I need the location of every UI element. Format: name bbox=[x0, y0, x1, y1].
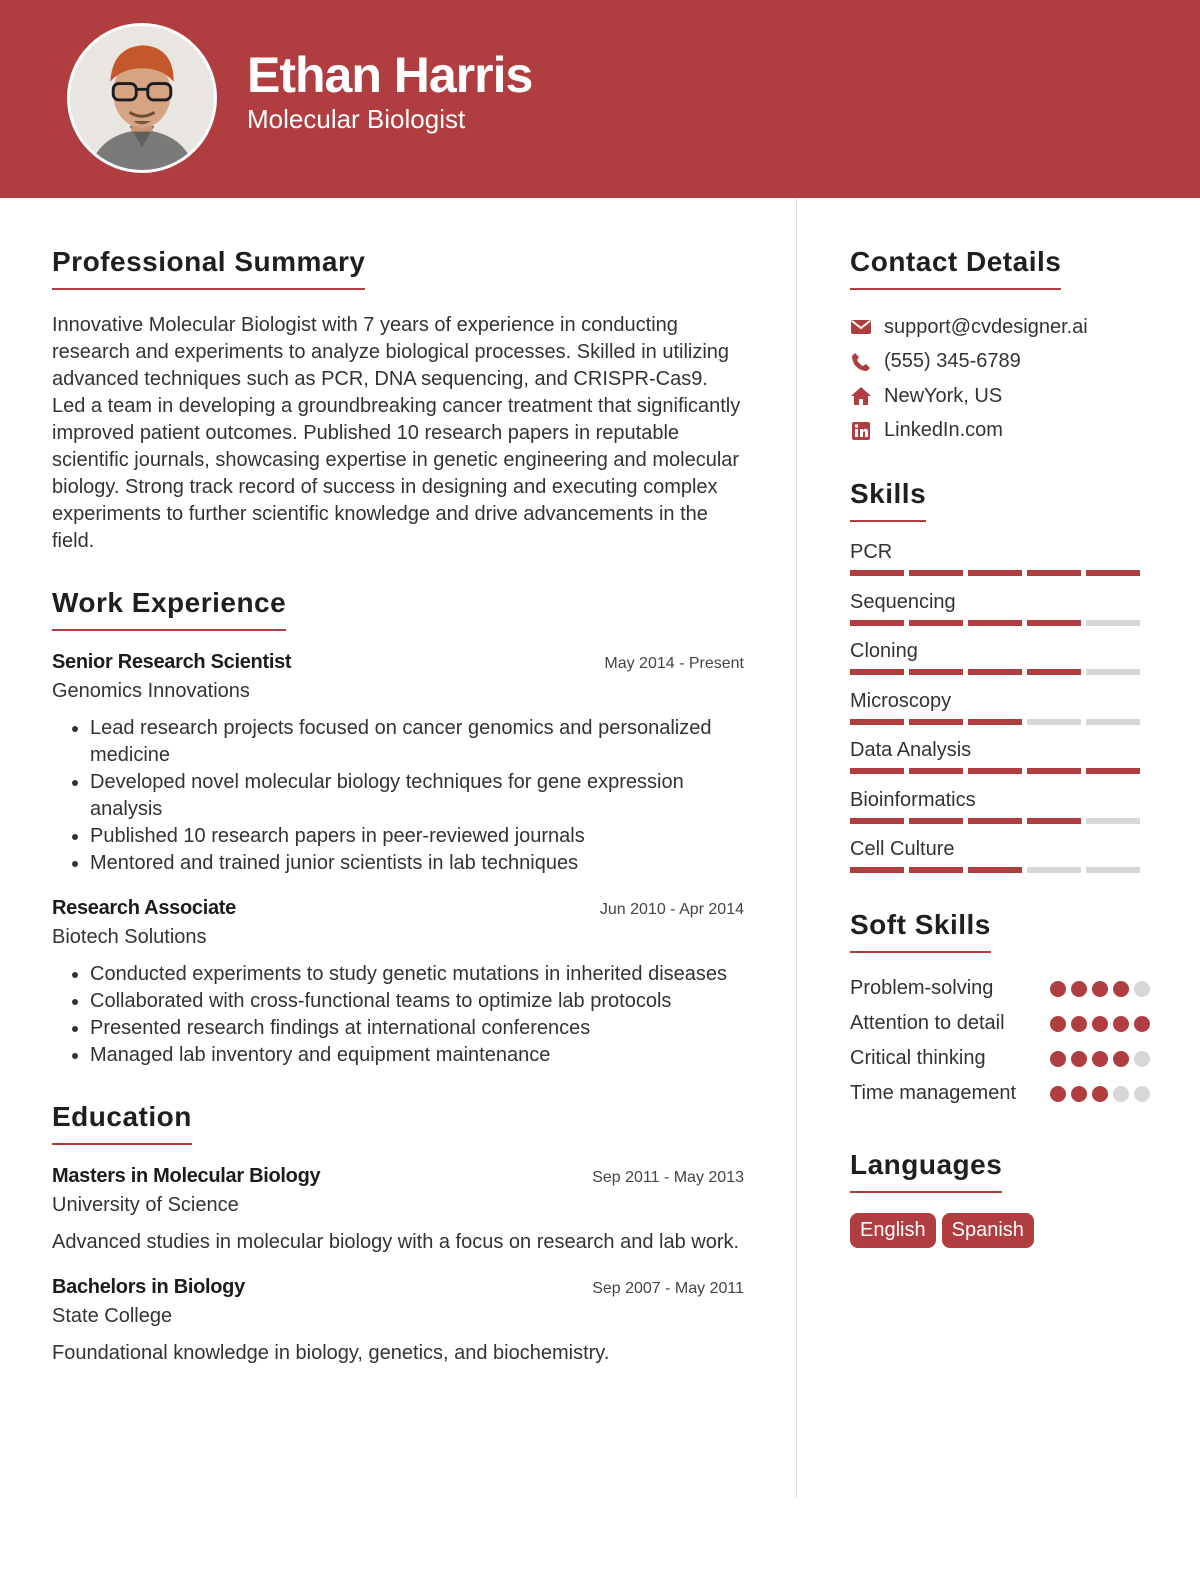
rating-dot bbox=[1092, 1086, 1108, 1102]
soft-skill-rating bbox=[1050, 1086, 1150, 1102]
rating-dot bbox=[1050, 1051, 1066, 1067]
soft-skill-rating bbox=[1050, 981, 1150, 997]
job-bullets bbox=[52, 715, 744, 877]
rating-dot bbox=[1113, 981, 1129, 997]
skill-item bbox=[850, 738, 1150, 788]
soft-skill-item bbox=[850, 975, 1150, 1002]
skill-item bbox=[850, 590, 1150, 640]
list-item: • Presented research findings at international conferences bbox=[90, 1015, 744, 1042]
experience-section bbox=[52, 587, 744, 1069]
school-name: University of Science bbox=[52, 1194, 239, 1216]
skill-level-segment bbox=[909, 570, 963, 576]
skill-name: Cell Culture bbox=[850, 838, 955, 860]
rating-dot bbox=[1113, 1086, 1129, 1102]
skill-level-segment bbox=[1027, 620, 1081, 626]
profile-photo-icon bbox=[70, 26, 214, 170]
contact-linkedin-text: LinkedIn.com bbox=[884, 419, 1003, 442]
soft-skill-name: Attention to detail bbox=[850, 1011, 1005, 1034]
home-icon bbox=[850, 385, 872, 407]
language-tag: Spanish bbox=[942, 1213, 1034, 1248]
skill-level-segment bbox=[1027, 867, 1081, 873]
skill-level-segment bbox=[968, 719, 1022, 725]
job-title: Research Associate bbox=[52, 897, 236, 919]
language-tags bbox=[850, 1213, 1150, 1248]
skill-name: Bioinformatics bbox=[850, 788, 976, 811]
skill-name: Cloning bbox=[850, 640, 918, 662]
skill-level-segment bbox=[850, 570, 904, 576]
rating-dot bbox=[1050, 1016, 1066, 1032]
skill-level-segment bbox=[968, 570, 1022, 576]
candidate-name: Ethan Harris bbox=[247, 47, 533, 103]
section-title: Contact Details bbox=[850, 246, 1061, 290]
skill-level-segment bbox=[850, 768, 904, 774]
skill-level-segment bbox=[909, 867, 963, 873]
skill-level-bar bbox=[850, 570, 1150, 576]
skill-level-bar bbox=[850, 867, 1150, 873]
rating-dot bbox=[1050, 1086, 1066, 1102]
skill-item bbox=[850, 837, 1150, 887]
education-entry bbox=[52, 1276, 744, 1367]
list-item: • Managed lab inventory and equipment maintenance bbox=[90, 1042, 744, 1069]
skill-level-segment bbox=[1027, 719, 1081, 725]
header-banner bbox=[0, 0, 1200, 198]
job-entry bbox=[52, 897, 744, 1069]
job-company: Biotech Solutions bbox=[52, 926, 207, 948]
education-description: Foundational knowledge in biology, genetics, and biochemistry. bbox=[52, 1342, 610, 1364]
job-company: Genomics Innovations bbox=[52, 680, 250, 702]
education-dates: Sep 2011 - May 2013 bbox=[592, 1169, 744, 1186]
list-item: • Conducted experiments to study genetic mutations in inherited diseases bbox=[90, 961, 744, 988]
job-dates: May 2014 - Present bbox=[604, 655, 744, 672]
soft-skill-item bbox=[850, 1080, 1150, 1107]
skill-level-bar bbox=[850, 669, 1150, 675]
skill-level-segment bbox=[1086, 768, 1140, 774]
soft-skill-name: Problem-solving bbox=[850, 976, 994, 999]
rating-dot bbox=[1071, 1016, 1087, 1032]
skill-level-segment bbox=[1086, 719, 1140, 725]
contact-section bbox=[850, 246, 1150, 448]
degree-title: Bachelors in Biology bbox=[52, 1276, 245, 1298]
summary-section bbox=[52, 246, 744, 555]
skill-item bbox=[850, 540, 1150, 590]
skill-level-bar bbox=[850, 719, 1150, 725]
education-entry bbox=[52, 1165, 744, 1256]
rating-dot bbox=[1113, 1016, 1129, 1032]
skill-name: PCR bbox=[850, 541, 893, 563]
soft-skill-rating bbox=[1050, 1051, 1150, 1067]
list-item: • Lead research projects focused on cancer genomics and personalized medicine bbox=[90, 715, 744, 769]
skill-name: Data Analysis bbox=[850, 739, 972, 761]
rating-dot bbox=[1134, 1086, 1150, 1102]
rating-dot bbox=[1134, 981, 1150, 997]
skill-level-segment bbox=[1027, 570, 1081, 576]
rating-dot bbox=[1134, 1051, 1150, 1067]
skill-level-segment bbox=[909, 719, 963, 725]
job-bullets bbox=[52, 961, 744, 1069]
skill-level-segment bbox=[909, 818, 963, 824]
contact-phone[interactable] bbox=[850, 345, 1150, 380]
soft-skill-rating bbox=[1050, 1016, 1150, 1032]
education-description: Advanced studies in molecular biology with a focus on research and lab work. bbox=[52, 1231, 740, 1253]
rating-dot bbox=[1092, 1016, 1108, 1032]
skill-level-segment bbox=[1027, 818, 1081, 824]
job-dates: Jun 2010 - Apr 2014 bbox=[599, 901, 744, 918]
rating-dot bbox=[1134, 1016, 1150, 1032]
section-title: Work Experience bbox=[52, 587, 286, 631]
rating-dot bbox=[1050, 981, 1066, 997]
education-dates: Sep 2007 - May 2011 bbox=[592, 1280, 744, 1297]
skill-level-segment bbox=[1086, 867, 1140, 873]
skill-level-bar bbox=[850, 818, 1150, 824]
language-tag: English bbox=[850, 1213, 936, 1248]
skill-level-segment bbox=[968, 620, 1022, 626]
skill-level-bar bbox=[850, 620, 1150, 626]
skill-level-segment bbox=[968, 867, 1022, 873]
skill-level-segment bbox=[909, 768, 963, 774]
soft-skill-item bbox=[850, 1010, 1150, 1037]
soft-skills-section bbox=[850, 909, 1150, 1107]
skill-level-segment bbox=[850, 669, 904, 675]
skill-level-segment bbox=[1086, 620, 1140, 626]
soft-skills-list bbox=[850, 975, 1150, 1107]
phone-icon bbox=[850, 351, 872, 373]
rating-dot bbox=[1113, 1051, 1129, 1067]
education-section bbox=[52, 1101, 744, 1367]
soft-skill-name: Time management bbox=[850, 1081, 1016, 1104]
skill-level-segment bbox=[968, 768, 1022, 774]
candidate-title: Molecular Biologist bbox=[247, 104, 466, 134]
section-title: Professional Summary bbox=[52, 246, 365, 290]
rating-dot bbox=[1092, 1051, 1108, 1067]
skill-item bbox=[850, 689, 1150, 739]
skill-level-segment bbox=[909, 620, 963, 626]
section-title: Skills bbox=[850, 478, 926, 522]
skill-level-segment bbox=[968, 818, 1022, 824]
section-title: Education bbox=[52, 1101, 192, 1145]
skill-item bbox=[850, 788, 1150, 838]
list-item: • Mentored and trained junior scientists in lab techniques bbox=[90, 850, 744, 877]
avatar bbox=[67, 23, 217, 173]
linkedin-icon bbox=[850, 420, 872, 442]
rating-dot bbox=[1092, 981, 1108, 997]
school-name: State College bbox=[52, 1305, 173, 1327]
main-column bbox=[52, 246, 744, 1367]
degree-title: Masters in Molecular Biology bbox=[52, 1165, 321, 1187]
skill-level-segment bbox=[909, 669, 963, 675]
section-title: Soft Skills bbox=[850, 909, 991, 953]
contact-phone-text: (555) 345-6789 bbox=[884, 350, 1021, 373]
contact-linkedin[interactable] bbox=[850, 414, 1150, 449]
contact-email-text: support@cvdesigner.ai bbox=[884, 315, 1088, 338]
list-item: • Developed novel molecular biology techniques for gene expression analysis bbox=[90, 769, 744, 823]
skill-level-segment bbox=[1086, 818, 1140, 824]
soft-skill-item bbox=[850, 1045, 1150, 1072]
envelope-icon bbox=[850, 316, 872, 338]
job-entry bbox=[52, 651, 744, 877]
skills-section bbox=[850, 478, 1150, 887]
summary-text: Innovative Molecular Biologist with 7 years of experience in conducting research and experiments to analyze biological processes. Skilled in utilizing advanced techniques such as PCR, DNA sequencing, and CRISPR-Cas9. Led a team in developing a groundbreaking cancer treatment that significantly improved patient outcomes. Published 10 research papers in reputable scientific journals, showcasing expertise in genetic engineering and molecular biology. Strong track record of success in designing and executing complex experiments to further scientific knowledge and drive advancements in the field. bbox=[52, 314, 741, 552]
rating-dot bbox=[1071, 1051, 1087, 1067]
rating-dot bbox=[1071, 981, 1087, 997]
skill-level-segment bbox=[1027, 669, 1081, 675]
contact-location-text: NewYork, US bbox=[884, 384, 1003, 407]
skills-list bbox=[850, 540, 1150, 887]
skill-level-segment bbox=[850, 867, 904, 873]
section-title: Languages bbox=[850, 1149, 1002, 1193]
skill-level-segment bbox=[1086, 669, 1140, 675]
job-title: Senior Research Scientist bbox=[52, 651, 292, 673]
skill-name: Sequencing bbox=[850, 590, 956, 613]
list-item: • Collaborated with cross-functional teams to optimize lab protocols bbox=[90, 988, 744, 1015]
soft-skill-name: Critical thinking bbox=[850, 1046, 986, 1069]
contact-location bbox=[850, 379, 1150, 414]
skill-level-segment bbox=[850, 719, 904, 725]
sidebar-column bbox=[850, 246, 1150, 1248]
skill-name: Microscopy bbox=[850, 689, 952, 712]
skill-level-segment bbox=[850, 620, 904, 626]
skill-level-bar bbox=[850, 768, 1150, 774]
column-divider bbox=[796, 198, 797, 1498]
skill-item bbox=[850, 639, 1150, 689]
languages-section bbox=[850, 1149, 1150, 1248]
list-item: • Published 10 research papers in peer-reviewed journals bbox=[90, 823, 744, 850]
rating-dot bbox=[1071, 1086, 1087, 1102]
skill-level-segment bbox=[850, 818, 904, 824]
skill-level-segment bbox=[1027, 768, 1081, 774]
contact-email[interactable] bbox=[850, 310, 1150, 345]
skill-level-segment bbox=[1086, 570, 1140, 576]
skill-level-segment bbox=[968, 669, 1022, 675]
